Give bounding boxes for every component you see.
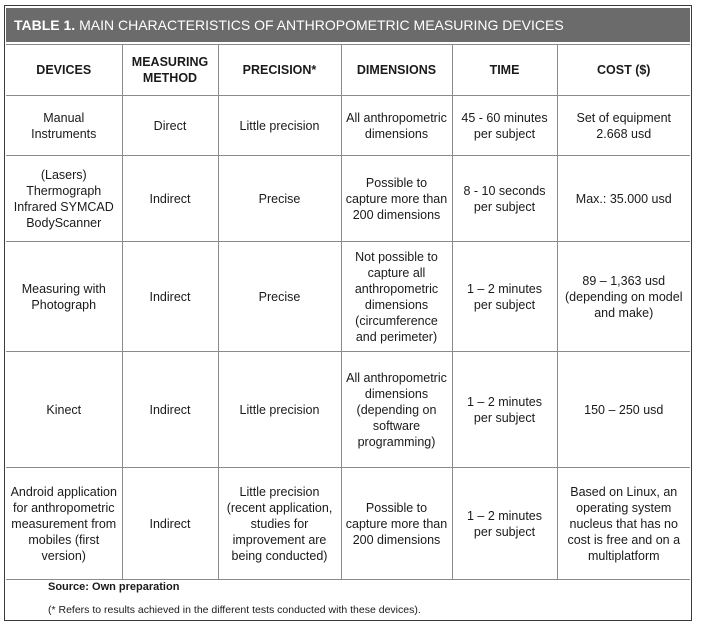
- cell-cost: 150 – 250 usd: [557, 352, 690, 468]
- cell-time: 1 – 2 minutes per subject: [452, 352, 557, 468]
- table-row: [6, 352, 690, 468]
- cell-precision: Little precision (recent application, studies for improvement are being conducted): [218, 468, 341, 580]
- table-row: [6, 242, 690, 352]
- cell-method: Indirect: [122, 468, 218, 580]
- cell-method: Indirect: [122, 156, 218, 242]
- header-devices: DEVICES: [6, 45, 122, 96]
- cell-time: 1 – 2 minutes per subject: [452, 242, 557, 352]
- cell-device: (Lasers) Thermograph Infrared SYMCAD BodyScanner: [6, 156, 122, 242]
- header-measuring-method: MEASURING METHOD: [122, 45, 218, 96]
- cell-method: Indirect: [122, 242, 218, 352]
- table-row: [6, 96, 690, 156]
- cell-time: 45 - 60 minutes per subject: [452, 96, 557, 156]
- cell-dimensions: All anthropometric dimensions (depending on software programming): [341, 352, 452, 468]
- header-dimensions: DIMENSIONS: [341, 45, 452, 96]
- header-precision: PRECISION*: [218, 45, 341, 96]
- cell-cost: Set of equipment 2.668 usd: [557, 96, 690, 156]
- table-source: Source: Own preparation: [48, 581, 180, 593]
- cell-cost: 89 – 1,363 usd (depending on model and make): [557, 242, 690, 352]
- table-title-text: MAIN CHARACTERISTICS OF ANTHROPOMETRIC MEASURING DEVICES: [75, 17, 564, 33]
- cell-time: 8 - 10 seconds per subject: [452, 156, 557, 242]
- cell-dimensions: Possible to capture more than 200 dimensions: [341, 156, 452, 242]
- cell-method: Direct: [122, 96, 218, 156]
- characteristics-table: [6, 44, 690, 580]
- cell-device: Android application for anthropometric measurement from mobiles (first version): [6, 468, 122, 580]
- table-title-prefix: TABLE 1.: [14, 17, 76, 33]
- cell-precision: Little precision: [218, 96, 341, 156]
- header-time: TIME: [452, 45, 557, 96]
- cell-dimensions: Not possible to capture all anthropometric dimensions (circumference and perimeter): [341, 242, 452, 352]
- cell-method: Indirect: [122, 352, 218, 468]
- table-footnote: (* Refers to results achieved in the different tests conducted with these devices).: [48, 604, 421, 616]
- header-row: [6, 45, 690, 96]
- cell-precision: Little precision: [218, 352, 341, 468]
- cell-device: Manual Instruments: [6, 96, 122, 156]
- table-row: [6, 468, 690, 580]
- cell-cost: Based on Linux, an operating system nucleus that has no cost is free and on a multiplatform: [557, 468, 690, 580]
- cell-precision: Precise: [218, 242, 341, 352]
- cell-time: 1 – 2 minutes per subject: [452, 468, 557, 580]
- table-title: [6, 8, 690, 42]
- cell-cost: Max.: 35.000 usd: [557, 156, 690, 242]
- cell-precision: Precise: [218, 156, 341, 242]
- cell-device: Measuring with Photograph: [6, 242, 122, 352]
- cell-dimensions: Possible to capture more than 200 dimensions: [341, 468, 452, 580]
- cell-dimensions: All anthropometric dimensions: [341, 96, 452, 156]
- header-cost: COST ($): [557, 45, 690, 96]
- table-row: [6, 156, 690, 242]
- cell-device: Kinect: [6, 352, 122, 468]
